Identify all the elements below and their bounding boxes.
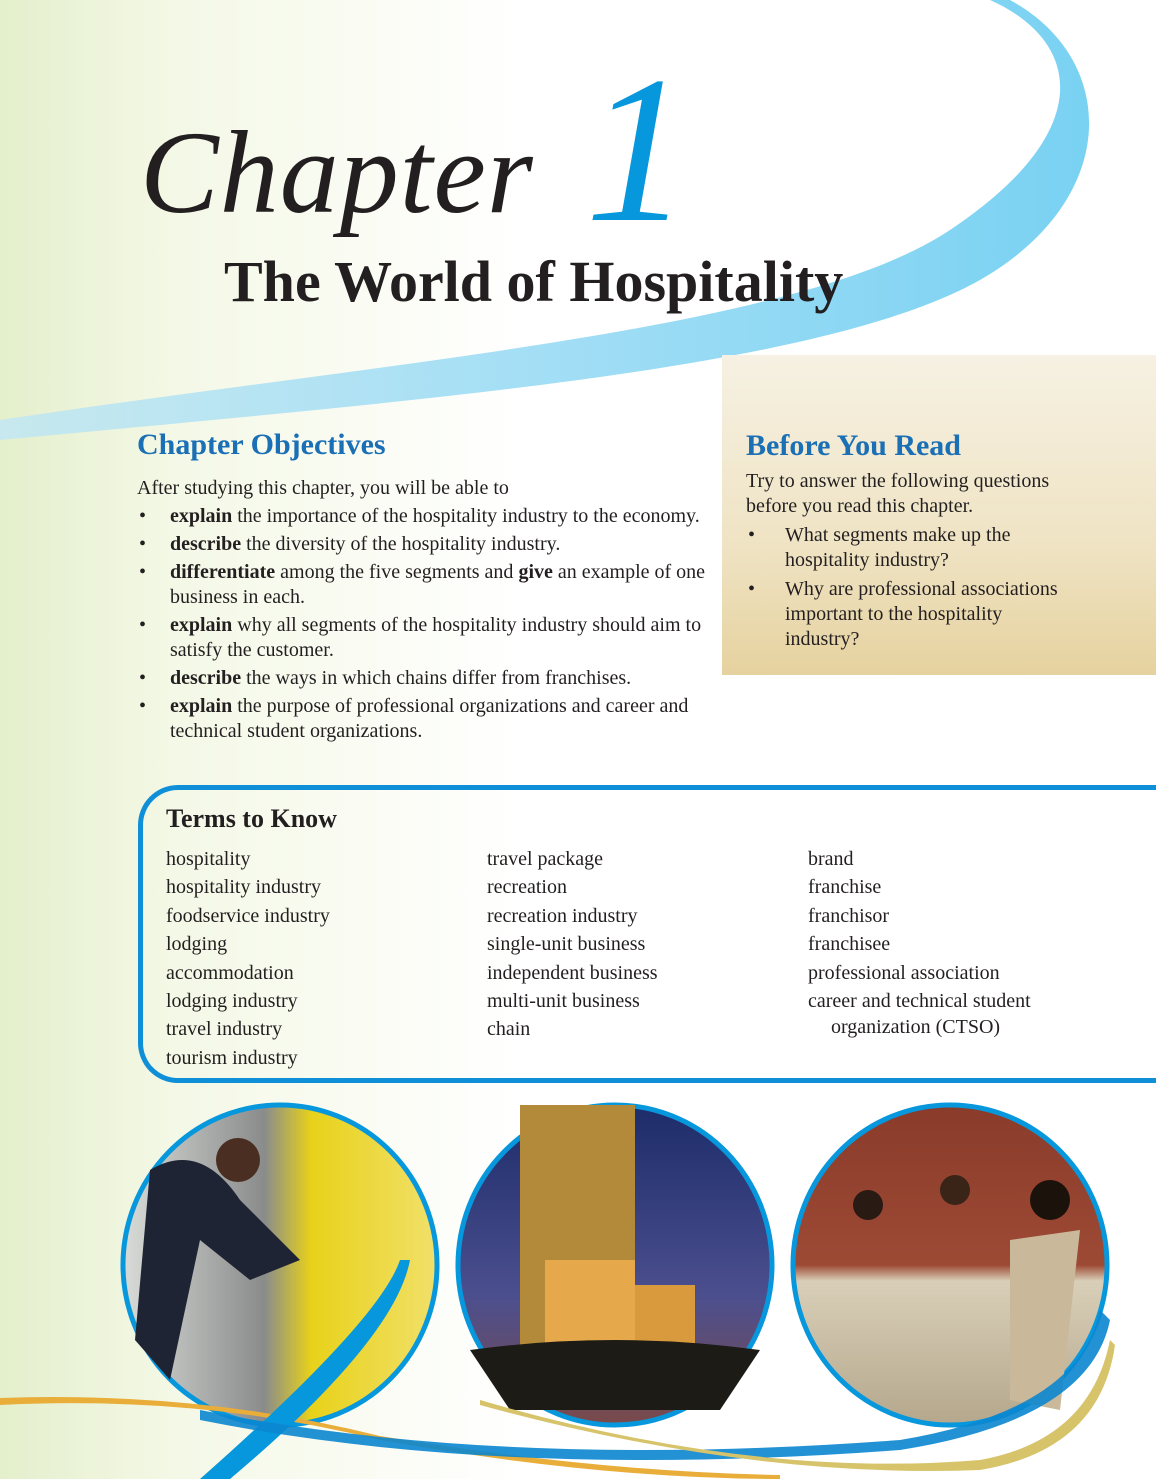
term-item: recreation [487, 876, 567, 899]
chapter-label: Chapter [140, 107, 534, 238]
front-desk-photo [793, 1105, 1107, 1425]
photo-strip [0, 1080, 1156, 1479]
chapter-objectives [137, 428, 707, 744]
terms-heading: Terms to Know [166, 804, 337, 833]
objective-text: among the five segments and [275, 561, 519, 583]
term-item: tourism industry [166, 1046, 298, 1069]
objective-text: an example of one business in each. [170, 561, 706, 608]
objective-verb: differentiate [170, 561, 276, 583]
term-continuation: organization (CTSO) [831, 1016, 1001, 1039]
question-item: • What segments make up the hospitality industry? [746, 523, 1076, 573]
objective-text: the ways in which chains differ from franchises. [241, 667, 632, 689]
objectives-intro: After studying this chapter, you will be able to [137, 477, 509, 499]
term-item: hospitality [166, 848, 251, 870]
objective-verb: describe [170, 667, 242, 689]
question-item: • Why are professional associations important to the hospitality industry? [746, 577, 1076, 652]
term-item: multi-unit business [487, 990, 640, 1013]
objective-text: the importance of the hospitality industry to the economy. [232, 505, 700, 527]
objective-item [137, 504, 707, 529]
chapter-title: The World of Hospitality [224, 249, 844, 314]
term-item: chain [487, 1018, 531, 1041]
term-item: brand [808, 848, 854, 870]
terms-column [166, 845, 330, 1072]
term-item: career and technical student [808, 990, 1031, 1013]
questions-list [746, 523, 1076, 652]
term-item: foodservice industry [166, 904, 330, 927]
objective-verb: give [518, 561, 553, 583]
objective-item [137, 613, 707, 663]
objectives-list [137, 504, 707, 744]
term-item: travel industry [166, 1018, 283, 1041]
objective-verb: explain [170, 614, 233, 636]
objective-item [137, 694, 707, 744]
taxi-photo [123, 1105, 437, 1425]
before-you-read-heading: Before You Read [746, 429, 961, 462]
objective-text: why all segments of the hospitality industry should aim to satisfy the customer. [170, 614, 702, 661]
objective-item [137, 666, 707, 691]
term-item: accommodation [166, 961, 294, 984]
before-you-read-intro: Try to answer the following questions before you read this chapter. [746, 470, 1050, 517]
before-you-read-panel [722, 355, 1156, 675]
term-item: franchisor [808, 904, 890, 927]
term-item: travel package [487, 848, 604, 870]
term-item: lodging [166, 933, 228, 956]
term-item: professional association [808, 961, 1000, 984]
objective-text: the diversity of the hospitality industry. [241, 533, 561, 555]
terms-column [808, 845, 1031, 1039]
term-item: single-unit business [487, 933, 646, 956]
objective-text: the purpose of professional organizations and career and technical student organizations. [170, 695, 689, 742]
term-item: lodging industry [166, 990, 298, 1013]
hotel-tower-photo [458, 1105, 772, 1425]
term-item: franchise [808, 876, 882, 899]
chapter-number: 1 [585, 34, 690, 266]
objective-verb: describe [170, 533, 242, 555]
terms-to-know-box [138, 785, 1156, 1083]
objectives-heading: Chapter Objectives [137, 428, 386, 461]
term-item: independent business [487, 961, 658, 984]
term-item: franchisee [808, 933, 891, 956]
objective-item [137, 532, 707, 557]
objective-verb: explain [170, 505, 233, 527]
objective-verb: explain [170, 695, 233, 717]
term-item: recreation industry [487, 904, 638, 927]
terms-column [487, 845, 658, 1044]
term-item: hospitality industry [166, 876, 321, 899]
objective-item [137, 560, 707, 610]
